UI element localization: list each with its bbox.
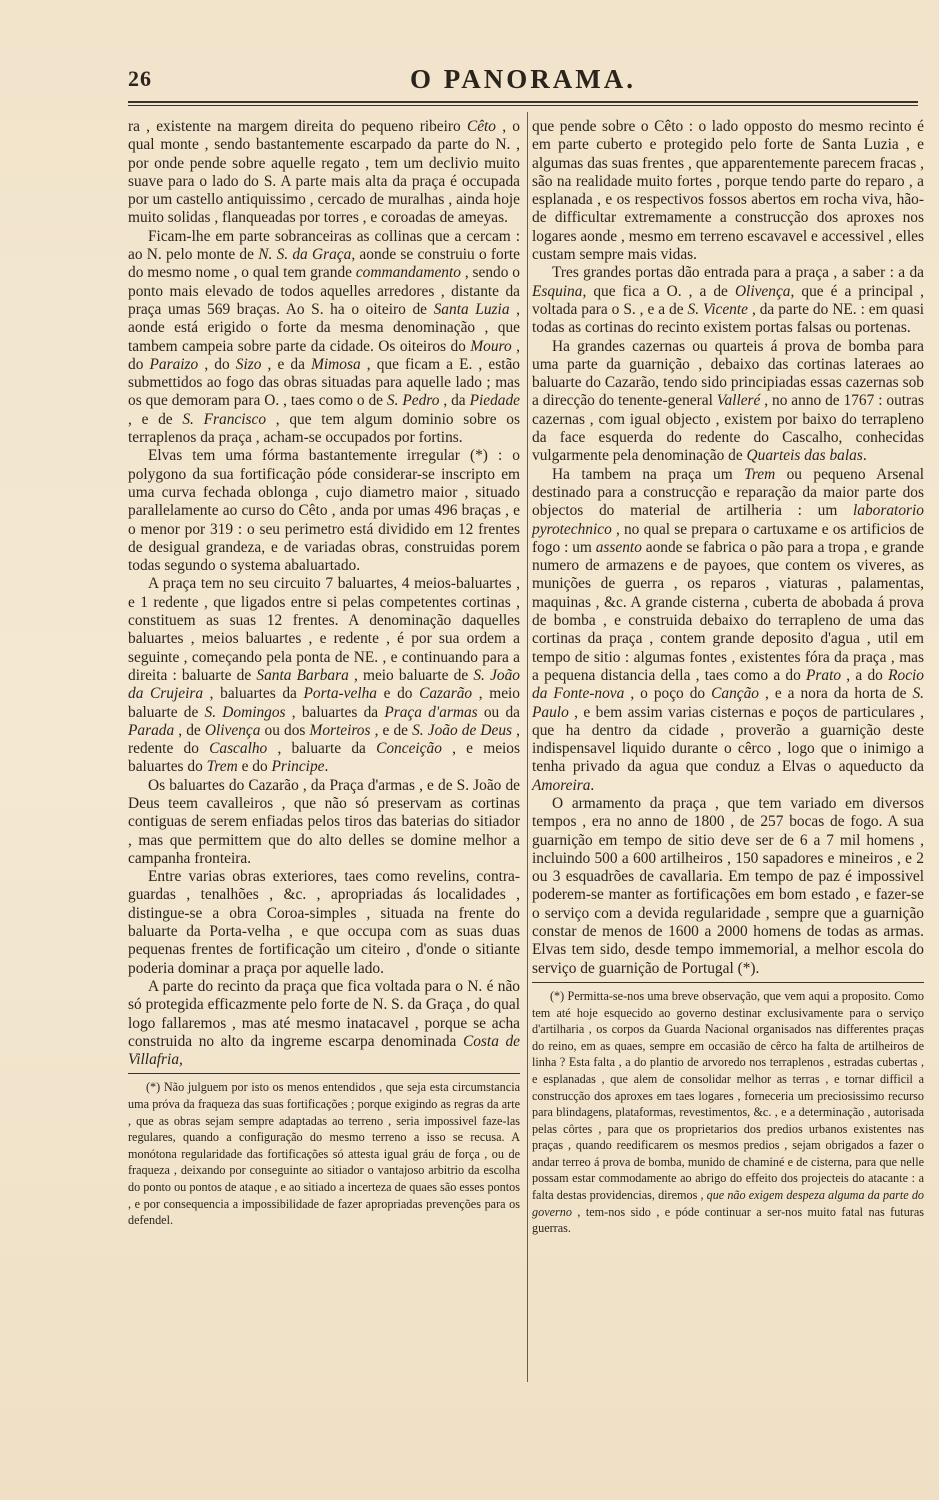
paragraph: Entre varias obras exteriores, taes como revelins, contra-guardas , tenalhões , &c. , apropriadas ás localidades , distingue-se a obra Coroa-simples , situada na frente do baluarte da Porta-velha , e que occupa com as suas duas pequenas frentes de fortificação um citeiro , d'onde o sitiante poderia dominar a praça por aquelle lado.	[128, 868, 520, 977]
paragraph: Elvas tem uma fórma bastantemente irregular (*) : o polygono da sua fortificação póde considerar-se inscripto em uma curva fechada oblonga , cujo diametro maior , situado parallelamente ao curso do Cêto , anda por umas 496 braças , e o menor por 319 : o seu perimetro está dividido em 12 frentes de desigual grandeza, e de variadas obras, construidas porem todas segundo o systema abaluartado.	[128, 447, 520, 575]
left-column	[128, 118, 520, 1229]
footnote-text: (*) Permitta-se-nos uma breve observação, que vem aqui a proposito. Como tem até hoje esquecido ao governo destinar exclusivamente para o serviço d'artilharia , os corpos da Guarda Nacional organisados nas differentes praças do reino, em as quaes, sempre em occasião de cêrco ha falta de artilheiros de linha ? Esta falta , a do plantio de arvoredo nos terraplenos , estradas cubertas , e esplanadas , que alem de consolidar melhor as terras , e tornar difficil a construcção dos aproxes em taes logares , forneceria um preciosissimo recurso para blindagens, plataformas, revestimentos, &c. , e a determinação , autorisada pelas côrtes , para que os proprietarios dos predios urbanos existentes nas praças , quando reedificarem os mesmos predios , sejam obrigados a fazer o andar terreo á prova de bomba, munido de chaminé e de cisterna, para que nelle possam estar commodamente ao abrigo do effeito dos projecteis do atacante : a falta destas providencias, diremos , que não exigem despeza alguma da parte do governo , tem-nos sido , e póde continuar a ser-nos muito fatal nas futuras guerras.	[532, 988, 925, 1236]
paragraph: A parte do recinto da praça que fica voltada para o N. é não só protegida efficazmente pelo forte de N. S. da Graça , do qual logo fallaremos , mas até mesmo inatacavel , porque se acha construida no alto da ingreme escarpa denominada Costa de Villafria,	[128, 977, 520, 1069]
paragraph: que pende sobre o Cêto : o lado opposto do mesmo recinto é em parte cuberto e protegido pelo forte de Santa Luzia , e algumas das suas frentes , que apparentemente parecem fracas , são na realidade muito fortes , porque tendo parte do reparo , a esplanada , e os respectivos fossos abertos em rocha viva, hão-de difficultar extremamente a construcção dos aproxes nos logares aonde , mesmo em terreno escavavel e accessivel , elles custam sempre mais vidas.	[532, 118, 924, 264]
page-number: 26	[128, 66, 152, 91]
header-rule-thin	[128, 105, 918, 106]
paragraph: ra , existente na margem direita do pequeno ribeiro Cêto , o qual monte , sendo bastantemente escarpado da parte do N. , por onde pende sobre aquelle regato , tem um declivio muito suave para o lado do S. A parte mais alta da praça é occupada por um castello antiquissimo , cercado de muralhas , ainda hoje muito solidas , flanqueadas por torres , e coroadas de ameyas.	[128, 118, 520, 227]
journal-title: O PANORAMA.	[410, 64, 636, 94]
paragraph: Ha grandes cazernas ou quarteis á prova de bomba para uma parte da guarnição , debaixo das cortinas lateraes ao baluarte do Cazarão, tendo sido principiadas essas cazernas sob a direcção do tenente-general Valleré , no anno de 1767 : outras cazernas , com igual objecto , existem por baixo do terrapleno da face esquerda do redente do Cascalho, conhecidas vulgarmente pela denominação de Quarteis das balas.	[532, 337, 924, 465]
paragraph: Ficam-lhe em parte sobranceiras as collinas que a cercam : ao N. pelo monte de N. S. da Graça, aonde se construiu o forte do mesmo nome , o qual tem grande commandamento , sendo o ponto mais elevado de todos aquelles arredores , distante da praça umas 569 braças. Ao S. ha o oiteiro de Santa Luzia , aonde está erigido o forte da mesma denominação , que tambem campeia sobre parte da cidade. Os oiteiros do Mouro , do Paraizo , do Sizo , e da Mimosa , que ficam a E. , estão submettidos ao fogo das obras situadas para aquelle lado ; mas os que demoram para O. , taes como o de S. Pedro , da Piedade , e de S. Francisco , que tem algum dominio sobre os terraplenos da praça , acham-se occupados por fortins.	[128, 227, 521, 447]
paragraph: O armamento da praça , que tem variado em diversos tempos , era no anno de 1800 , de 257 bocas de fogo. A sua guarnição em tempo de sitio deve ser de 6 a 7 mil homens , incluindo 500 a 600 artilheiros , 150 sapadores e mineiros , e 2 ou 3 esquadrões de cavallaria. Em tempo de paz é impossivel poderem-se manter as fortificações em bom estado , e fazer-se o serviço com a devida regularidade , sempre que a guarnição constar de menos de 1600 a 2000 homens de todas as armas. Elvas tem sido, desde tempo immemorial, a melhor escola do serviço de guarnição de Portugal (*).	[532, 794, 924, 977]
page-header	[128, 66, 918, 100]
paragraph: A praça tem no seu circuito 7 baluartes, 4 meios-baluartes , e 1 redente , que ligados entre si pelas competentes cortinas , constituem as suas 12 frentes. A denominação daquelles baluartes , meios baluartes , e redente , é por sua ordem a seguinte , começando pela ponta de NE. , e continuando para a direita : baluarte de Santa Barbara , meio baluarte de S. João da Crujeira , baluartes da Porta-velha e do Cazarão , meio baluarte de S. Domingos , baluartes da Praça d'armas ou da Parada , de Olivença ou dos Morteiros , e de S. João de Deus , redente do Cascalho , baluarte da Conceição , e meios baluartes do Trem e do Principe.	[128, 575, 520, 776]
paragraph: Os baluartes do Cazarão , da Praça d'armas , e de S. João de Deus teem cavalleiros , que não só preservam as cortinas contiguas de serem enfiadas pelos tiros das baterias do sitiador , mas que permittem que do alto delles se domine melhor a campanha fronteira.	[128, 776, 520, 867]
right-column	[532, 118, 924, 1237]
paragraph: Ha tambem na praça um Trem ou pequeno Arsenal destinado para a construcção e reparação da maior parte dos objectos do material de artilheria : um laboratorio pyrotechnico , no qual se prepara o cartuxame e os artificios de fogo : um assento aonde se fabrica o pão para a tropa , e grande numero de armazens e de payoes, que contem os viveres, as munições de guerra , os reparos , viaturas , palamentas, maquinas , &c. A grande cisterna , cuberta de abobada á prova de bomba , e construida debaixo do terrapleno de uma das cortinas da praça , contem grande deposito d'agua , util em tempo de sitio : algumas fontes , existentes fóra da praça , mas a pequena distancia della , taes como a do Prato , a do Rocio da Fonte-nova , o poço do Canção , e a nora da horta de S. Paulo , e bem assim varias cisternas e poços de particulares , que ha dentro da cidade , proverão a guarnição deste indispensavel liquido durante o cêrco , logo que o inimigo a tenha privado da agua que conduz a Elvas o aqueducto da Amoreira.	[532, 465, 924, 794]
paragraph: Tres grandes portas dão entrada para a praça , a saber : a da Esquina, que fica a O. , a de Olivença, que é a principal , voltada para o S. , e a de S. Vicente , da parte do NE. : em quasi todas as cortinas do recinto existem portas falsas ou portenas.	[532, 264, 925, 337]
footnote-text: (*) Não julguem por isto os menos entendidos , que seja esta circumstancia uma próva da fraqueza das suas fortificações ; porque exigindo as regras da arte , que as obras sejam sempre adaptadas ao terreno , seria impossivel faze-las regulares, quando a configuração do mesmo terreno a isso se recusa. A monótona regularidade das fortificações só attesta igual gráu de força , ou de fraqueza , deixando por conseguinte ao sitiador o vantajoso arbitrio da escolha do ponto ou pontos de ataque , e ao sitiado a incerteza de quaes são esses pontos , e por consequencia a impossibilidade de fazer apropriadas prevenções para os defendel.	[128, 1080, 520, 1228]
header-rule	[128, 101, 918, 103]
footnote	[532, 982, 924, 1237]
column-divider	[527, 112, 528, 1382]
footnote	[128, 1073, 520, 1228]
